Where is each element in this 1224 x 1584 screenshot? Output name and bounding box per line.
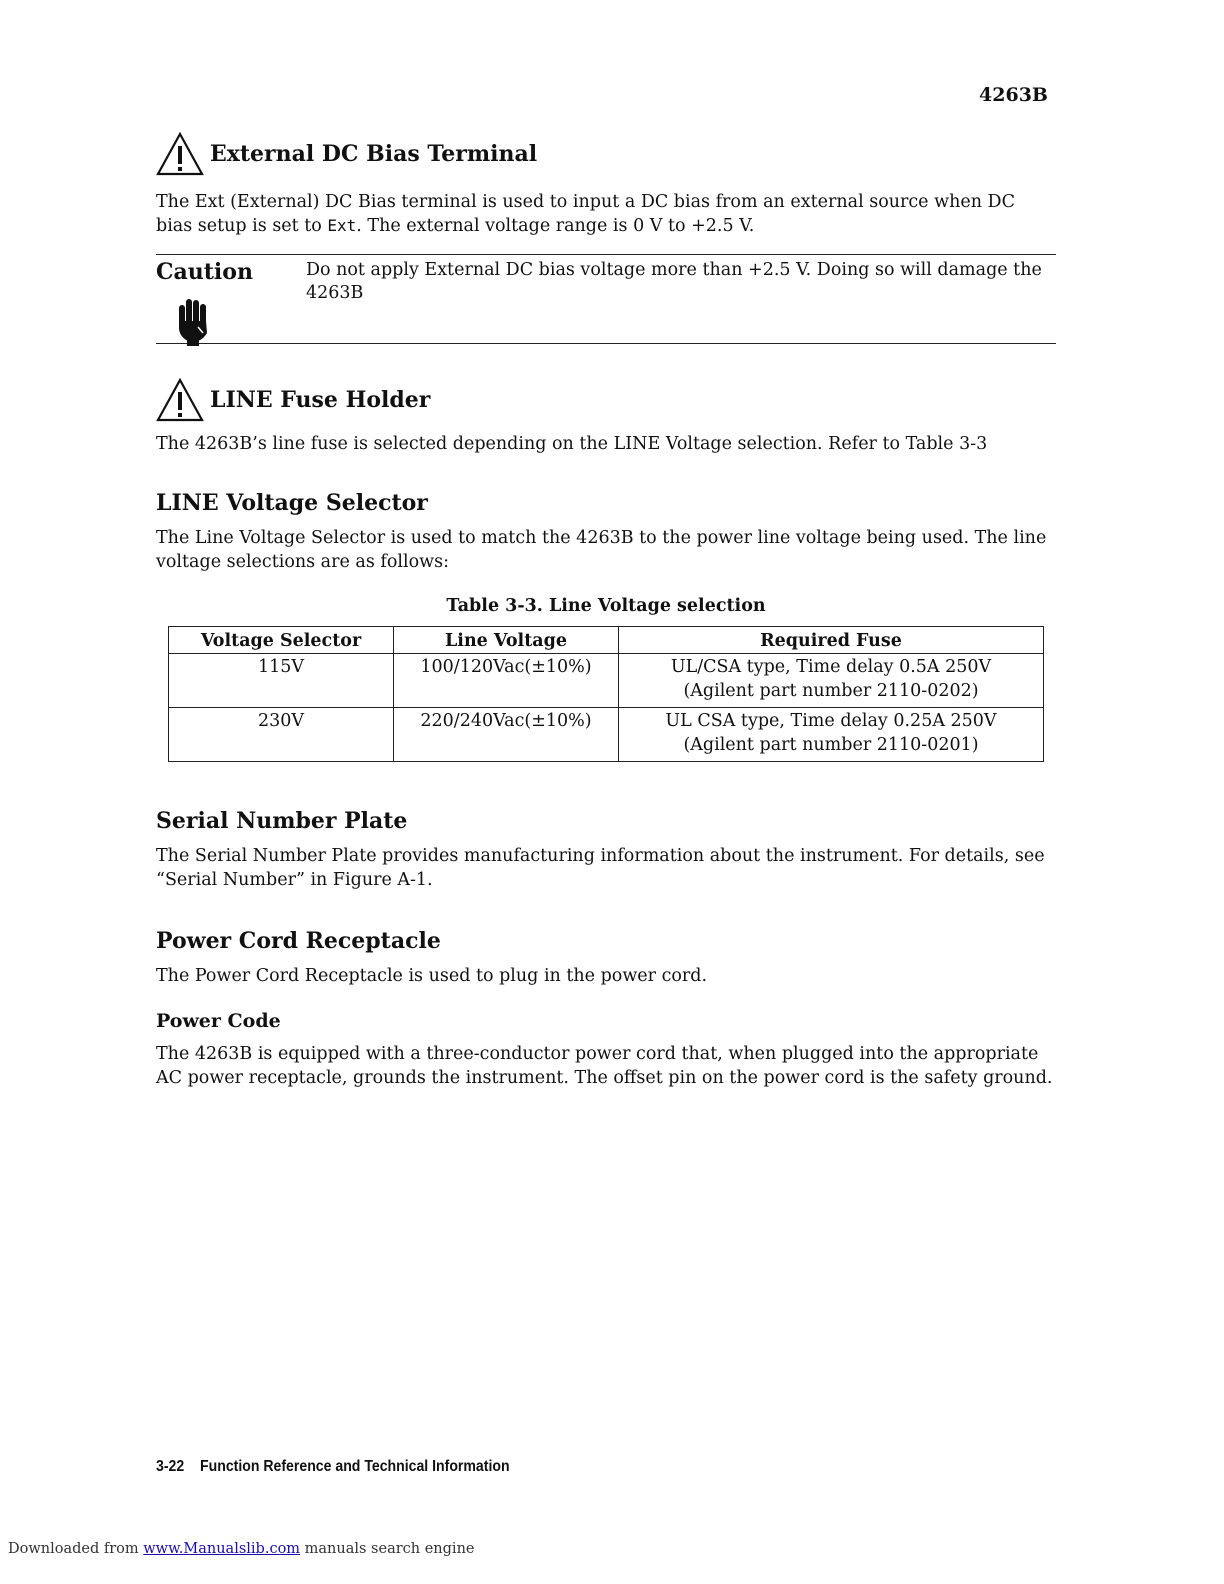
table-row — [169, 654, 1044, 708]
page-number: 3-22 — [156, 1458, 185, 1475]
power-cord-paragraph: The Power Cord Receptacle is used to plug in the power cord. — [156, 966, 708, 986]
table-cell-voltage: 220/240Vac(±10%) — [394, 708, 619, 762]
download-notice — [8, 1541, 475, 1557]
table-caption: Table 3-3. Line Voltage selection — [446, 596, 766, 616]
line-voltage-heading: LINE Voltage Selector — [156, 490, 428, 516]
header-model: 4263B — [979, 84, 1048, 106]
line-voltage-table — [168, 626, 1044, 762]
warning-triangle-icon — [156, 132, 204, 176]
power-cord-heading: Power Cord Receptacle — [156, 928, 441, 954]
manualslib-link[interactable]: www.Manualslib.com — [143, 1541, 301, 1557]
section-title: External DC Bias Terminal — [210, 141, 538, 167]
table-header-cell: Voltage Selector — [169, 627, 394, 654]
power-code-heading: Power Code — [156, 1010, 281, 1032]
table-cell-voltage: 100/120Vac(±10%) — [394, 654, 619, 708]
fuse-line: (Agilent part number 2110-0201) — [683, 735, 979, 755]
download-prefix: Downloaded from — [8, 1541, 144, 1557]
line-voltage-paragraph: The Line Voltage Selector is used to match the 4263B to the power line voltage being used. The line voltage selections are as follows: — [156, 528, 1047, 572]
page-footer — [156, 1458, 510, 1476]
caution-text: Do not apply External DC bias voltage more than +2.5 V. Doing so will damage the 4263B — [306, 260, 1042, 303]
serial-plate-heading: Serial Number Plate — [156, 808, 408, 834]
warning-triangle-icon — [156, 378, 204, 422]
fuse-line: (Agilent part number 2110-0202) — [683, 681, 979, 701]
paragraph-text: . The external voltage range is 0 V to +2.5 V. — [356, 216, 755, 236]
table-cell-fuse — [619, 654, 1044, 708]
caution-label: Caution — [156, 259, 253, 285]
table-cell-selector: 230V — [169, 708, 394, 762]
serial-plate-paragraph: The Serial Number Plate provides manufacturing information about the instrument. For details, see “Serial Number” in Figure A-1. — [156, 846, 1045, 890]
footer-section: Function Reference and Technical Information — [200, 1458, 510, 1475]
line-fuse-paragraph: The 4263B’s line fuse is selected depending on the LINE Voltage selection. Refer to Table 3-3 — [156, 434, 988, 454]
table-cell-selector: 115V — [169, 654, 394, 708]
table-cell-fuse — [619, 708, 1044, 762]
stop-hand-icon — [176, 297, 210, 347]
fuse-line: UL CSA type, Time delay 0.25A 250V — [665, 711, 997, 731]
external-dc-bias-paragraph — [156, 190, 1056, 238]
page-content — [156, 132, 1056, 1090]
table-header-cell: Required Fuse — [619, 627, 1044, 654]
paragraph-text: The Ext (External) DC Bias terminal is used to input a DC bias from an external source when DC bias setup is set to — [156, 192, 1015, 236]
table-header-row — [169, 627, 1044, 654]
power-code-paragraph: The 4263B is equipped with a three-conductor power cord that, when plugged into the appropriate AC power receptacle, grounds the instrument. The offset pin on the power cord is the safety ground. — [156, 1044, 1053, 1088]
section-line-fuse-heading — [156, 378, 1056, 422]
download-suffix: manuals search engine — [300, 1541, 475, 1557]
caution-left — [156, 259, 306, 343]
section-external-dc-bias-heading — [156, 132, 1056, 176]
code-ext: Ext — [327, 216, 357, 235]
section-title: LINE Fuse Holder — [210, 387, 431, 413]
caution-box — [156, 254, 1056, 344]
table-row — [169, 708, 1044, 762]
table-header-cell: Line Voltage — [394, 627, 619, 654]
fuse-line: UL/CSA type, Time delay 0.5A 250V — [670, 657, 992, 677]
